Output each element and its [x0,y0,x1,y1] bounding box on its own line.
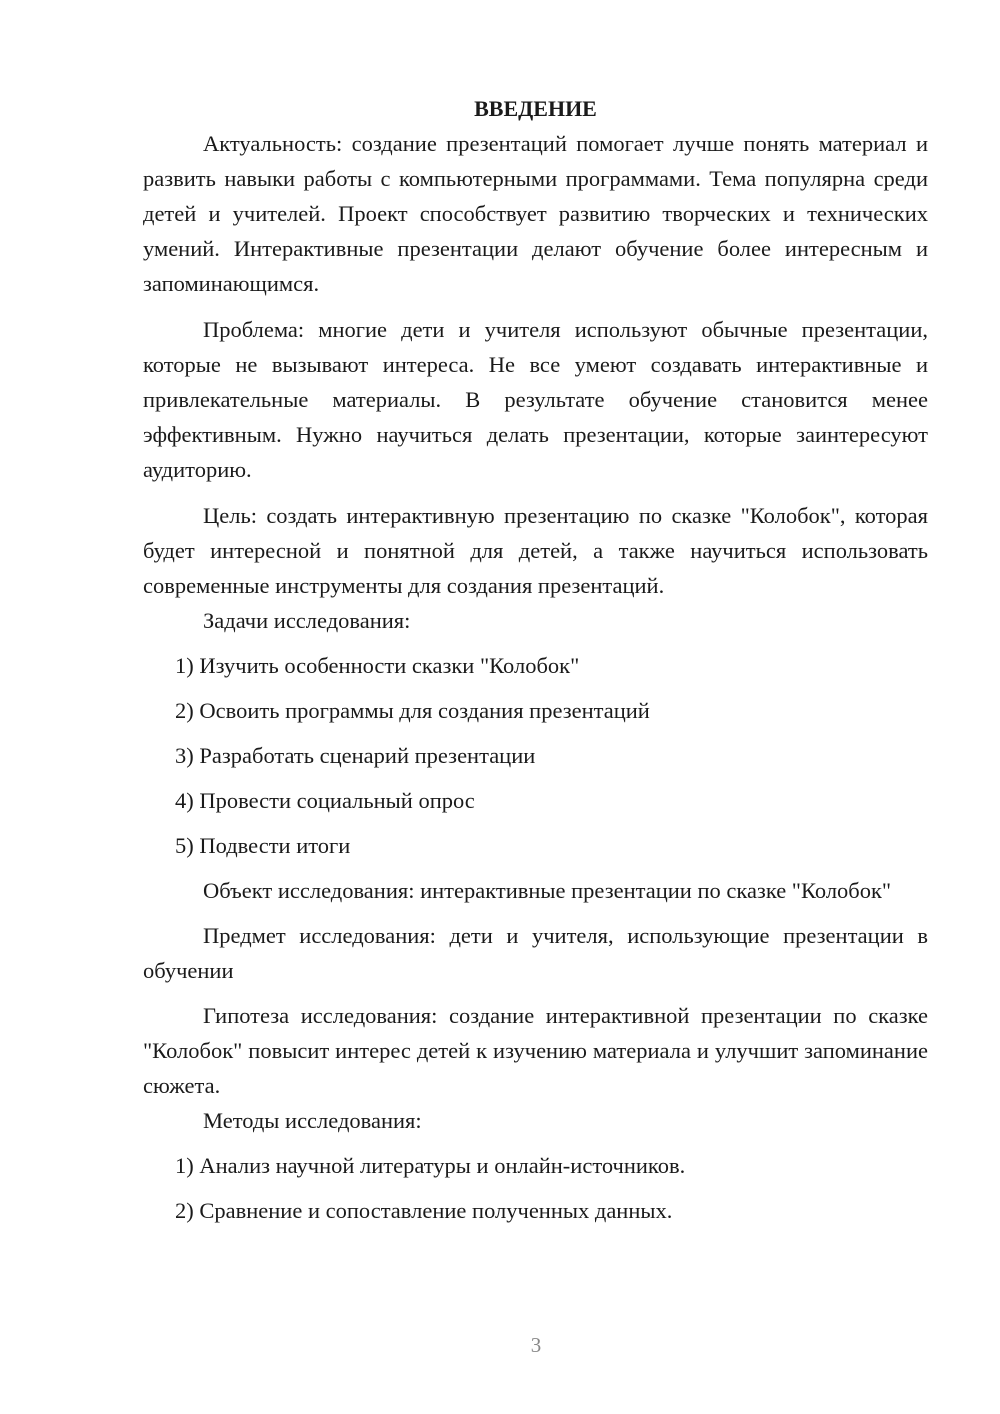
list-item: 2) Освоить программы для создания презентаций [175,698,650,723]
page-number: 3 [530,1333,542,1357]
list-item: 5) Подвести итоги [175,833,351,858]
goal-paragraph: Цель: создать интерактивную презентацию по сказке "Колобок", которая будет интересной и понятной для детей, а также научиться использовать современные инструменты для создания презентаций. [143,503,928,598]
methods-list [143,1148,928,1228]
object-paragraph: Объект исследования: интерактивные презентации по сказке "Колобок" [203,878,892,903]
list-item: 1) Анализ научной литературы и онлайн-источников. [175,1153,686,1178]
tasks-list [143,648,928,863]
page-title: ВВЕДЕНИЕ [474,96,597,121]
list-item: 2) Сравнение и сопоставление полученных данных. [175,1198,673,1223]
hypothesis-paragraph: Гипотеза исследования: создание интерактивной презентации по сказке "Колобок" повысит интерес детей к изучению материала и улучшит запоминание сюжета. [143,1003,928,1098]
list-item: 4) Провести социальный опрос [175,788,475,813]
list-item: 1) Изучить особенности сказки "Колобок" [175,653,580,678]
subject-paragraph: Предмет исследования: дети и учителя, использующие презентации в обучении [143,923,928,983]
list-item: 3) Разработать сценарий презентации [175,743,536,768]
problem-paragraph: Проблема: многие дети и учителя используют обычные презентации, которые не вызывают интереса. Не все умеют создавать интерактивные и привлекательные материалы. В результате обучение становится менее эффективным. Нужно научиться делать презентации, которые заинтересуют аудиторию. [143,317,928,482]
relevance-paragraph: Актуальность: создание презентаций помогает лучше понять материал и развить навыки работы с компьютерными программами. Тема популярна среди детей и учителей. Проект способствует развитию творческих и технических умений. Интерактивные презентации делают обучение более интересным и запоминающимся. [143,131,928,296]
methods-heading: Методы исследования: [203,1108,422,1133]
document-page [143,92,928,1228]
tasks-heading: Задачи исследования: [203,608,411,633]
